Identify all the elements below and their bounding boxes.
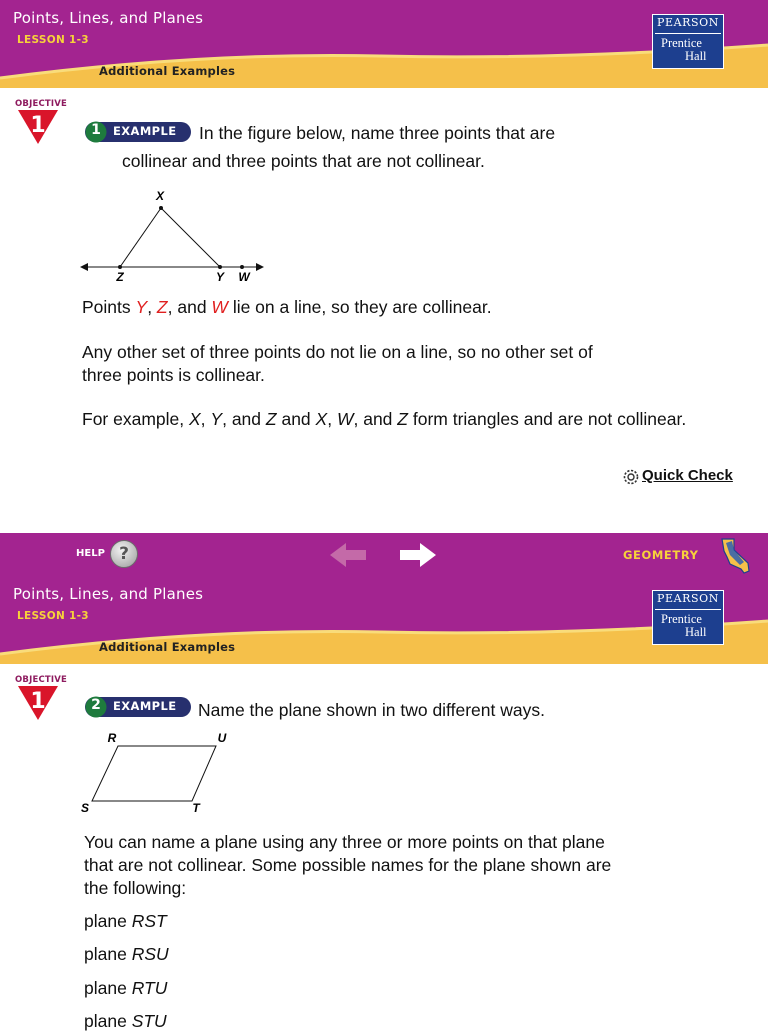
para3-text-g: form triangles and are not collinear. — [407, 409, 687, 429]
example-2-para-line1: You can name a plane using any three or more points on that plane — [84, 832, 605, 852]
point-x — [159, 206, 163, 210]
example-1-prompt-line2: collinear and three points that are not collinear. — [122, 151, 485, 171]
header-title: Points, Lines, and Planes — [13, 9, 204, 27]
point-y — [218, 265, 222, 269]
label-t: T — [192, 801, 200, 815]
plane-name-item — [84, 1010, 167, 1033]
example-1-prompt-line1: In the figure below, name three points that are — [199, 123, 556, 143]
para3-text-b: , — [200, 409, 211, 429]
example-badge-label-2: EXAMPLE — [113, 699, 177, 713]
objective-number-icon — [16, 108, 60, 146]
section-label: Additional Examples — [99, 64, 236, 78]
example-2-badge — [84, 696, 192, 718]
answer-lead: Points — [82, 297, 136, 317]
plane-word: plane — [84, 911, 132, 931]
para3-point-x1: X — [188, 409, 201, 429]
help-label[interactable]: HELP — [76, 548, 105, 559]
label-z: Z — [116, 270, 124, 284]
para3-point-w2: W — [336, 409, 354, 429]
para3-point-z2: Z — [397, 409, 408, 429]
example-2-para-line3: the following: — [84, 878, 187, 898]
objective-number-icon-2 — [16, 684, 60, 722]
logo-text-hall: Hall — [685, 49, 707, 63]
plane-name-item — [84, 910, 167, 933]
navigation-bar — [0, 533, 768, 576]
slide-header — [0, 0, 768, 90]
logo-divider — [655, 33, 721, 34]
example-1-badge — [84, 121, 192, 143]
quick-check-label[interactable]: Quick Check — [642, 467, 733, 484]
answer-point-y: Y — [135, 297, 148, 317]
example-1-para2-line2: three points is collinear. — [82, 365, 265, 385]
segment-xy — [161, 208, 220, 267]
example-number-2: 2 — [91, 697, 101, 713]
collinear-figure — [70, 186, 280, 286]
california-state-icon — [716, 537, 756, 575]
plane-name-item — [84, 943, 169, 966]
plane-letters: RTU — [131, 978, 168, 998]
answer-point-z: Z — [156, 297, 168, 317]
lesson-label: LESSON 1-3 — [17, 34, 89, 46]
example-1-para3 — [82, 408, 686, 431]
example-number: 1 — [91, 122, 101, 138]
para3-point-x2: X — [315, 409, 328, 429]
para3-text-f: , and — [353, 409, 398, 429]
help-button[interactable]: ? — [110, 540, 138, 568]
back-arrow-icon[interactable] — [330, 543, 366, 567]
logo-text-prentice-2: Prentice — [661, 612, 702, 626]
section-label-2: Additional Examples — [99, 640, 236, 654]
label-w: W — [238, 270, 250, 284]
para3-point-z1: Z — [265, 409, 277, 429]
point-w — [240, 265, 244, 269]
example-2-prompt: Name the plane shown in two different ways. — [198, 700, 545, 720]
logo-text-pearson: PEARSON — [656, 16, 720, 29]
answer-point-w: W — [211, 297, 228, 317]
logo-text-pearson-2: PEARSON — [656, 592, 720, 605]
label-s: S — [80, 801, 90, 815]
plane-figure — [72, 728, 242, 818]
segment-xz — [120, 208, 161, 267]
label-x: X — [155, 189, 165, 203]
plane-rstu — [92, 746, 216, 801]
example-badge-label: EXAMPLE — [113, 124, 177, 138]
logo-text-hall-2: Hall — [685, 625, 707, 639]
point-z — [118, 265, 122, 269]
label-u: U — [217, 731, 227, 745]
slide-header-2 — [0, 576, 768, 666]
lesson-label-2: LESSON 1-3 — [17, 610, 89, 622]
line-left-arrow — [80, 263, 88, 271]
example-1-para2-line1: Any other set of three points do not lie on a line, so no other set of — [82, 342, 593, 362]
label-y: Y — [215, 270, 225, 284]
plane-letters: RST — [131, 911, 167, 931]
answer-sep1: , — [147, 297, 157, 317]
objective-label-2: OBJECTIVE — [15, 675, 68, 685]
logo-text-prentice: Prentice — [661, 36, 702, 50]
para3-text-e: , — [327, 409, 337, 429]
para3-point-y1: Y — [210, 409, 223, 429]
forward-arrow-icon[interactable] — [400, 543, 436, 567]
plane-word: plane — [84, 978, 132, 998]
objective-label: OBJECTIVE — [15, 99, 68, 109]
example-2-para-line2: that are not collinear. Some possible names for the plane shown are — [84, 855, 612, 875]
plane-letters: RSU — [131, 944, 169, 964]
logo-divider-2 — [655, 609, 721, 610]
objective-number: 1 — [30, 113, 46, 138]
line-right-arrow — [256, 263, 264, 271]
para3-text-c: , and — [222, 409, 266, 429]
example-1-answer — [82, 296, 492, 319]
header-title-2: Points, Lines, and Planes — [13, 585, 204, 603]
plane-name-item — [84, 977, 167, 1000]
course-label: GEOMETRY — [623, 548, 699, 562]
plane-letters: STU — [131, 1011, 167, 1031]
para3-text-d: and — [276, 409, 316, 429]
plane-word: plane — [84, 944, 132, 964]
gear-icon — [622, 468, 640, 486]
pearson-logo — [652, 14, 724, 69]
para3-text-a: For example, — [82, 409, 189, 429]
plane-word: plane — [84, 1011, 132, 1031]
answer-rest: lie on a line, so they are collinear. — [227, 297, 492, 317]
answer-sep2: , and — [167, 297, 212, 317]
pearson-logo-2 — [652, 590, 724, 645]
label-r: R — [107, 731, 117, 745]
objective-number-2: 1 — [30, 689, 46, 714]
